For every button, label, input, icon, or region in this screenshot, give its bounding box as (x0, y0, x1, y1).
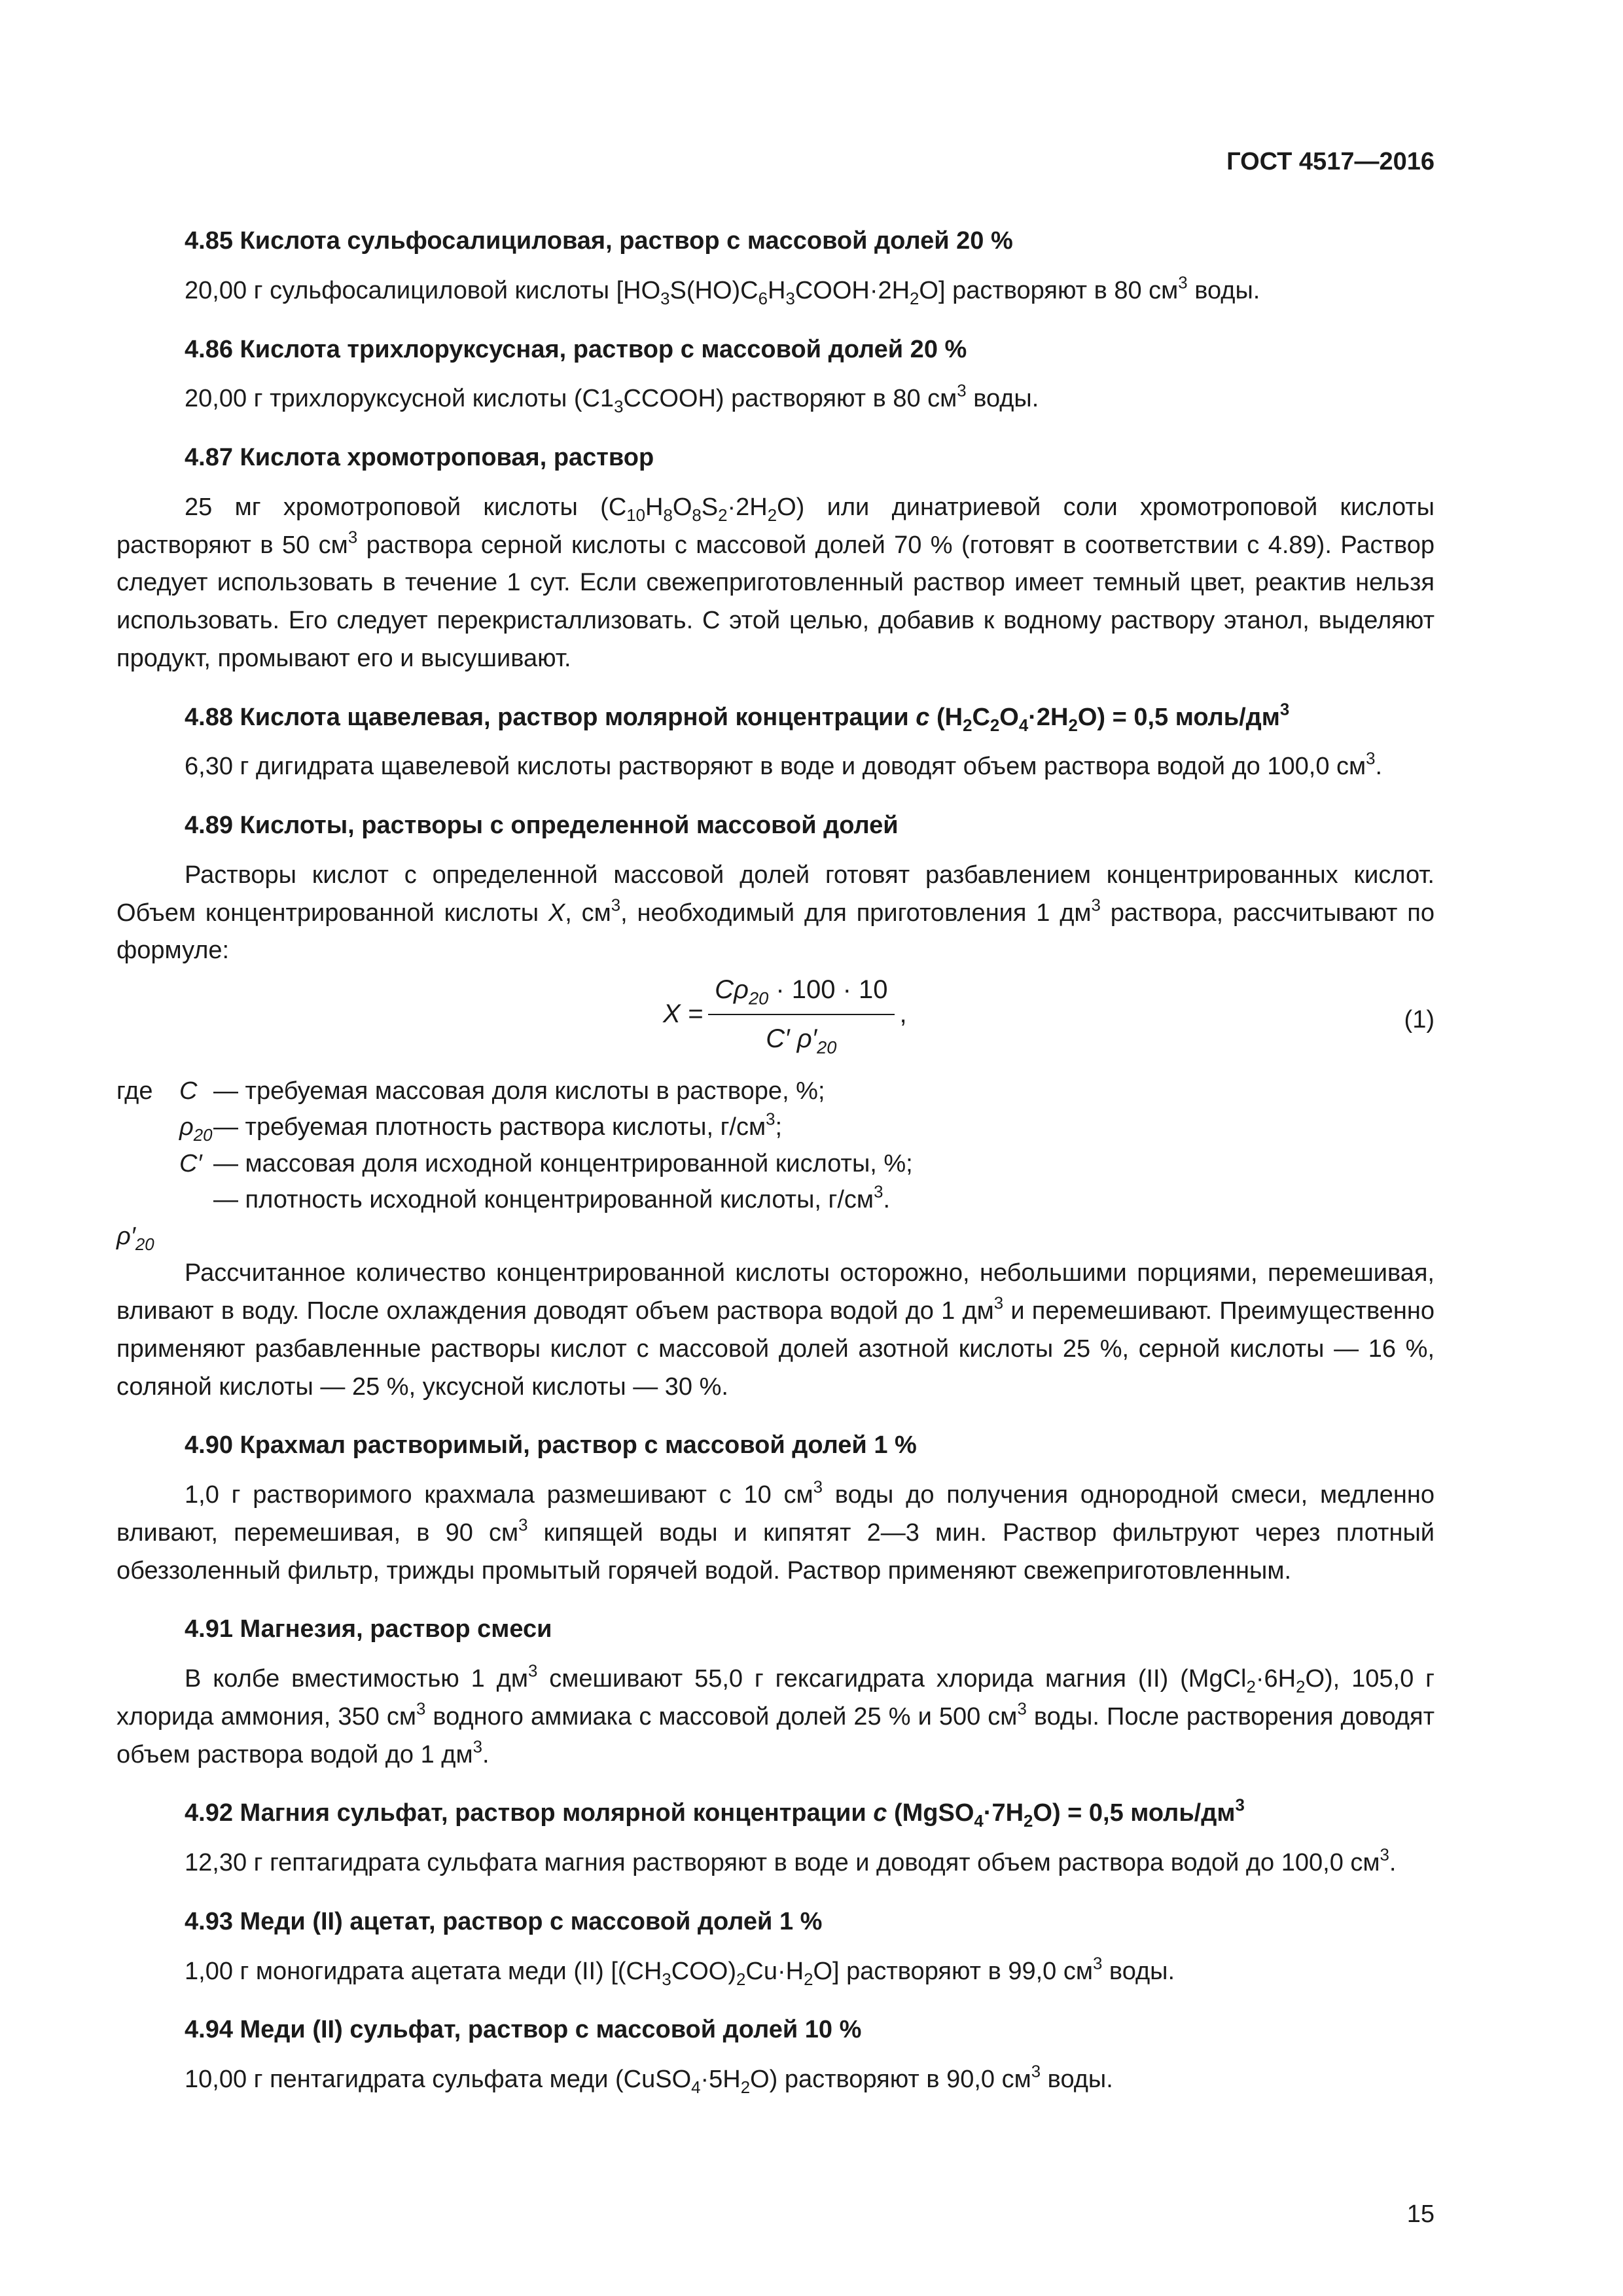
paragraph-4-91: В колбе вместимостью 1 $дм^3$ смешивают 55,0 г гексагидрата хлорида магния (II) $(MgCl_2\cdot 6H_2O)$, 105,0 г хлорида аммония, 350 $см^3$ водного аммиака с массовой долей 25 % и 500 $см^3$ воды. После растворения доводят объем раствора водой до 1 $дм^3$. (116, 1662, 1435, 1768)
page-number: 15 (1406, 2200, 1435, 2228)
section-heading-4-90: 4.90 Крахмал растворимый, раствор с массовой долей 1 % (185, 1431, 917, 1460)
legend-row-c: где C — требуемая массовая доля кислоты в растворе, %; (116, 1077, 825, 1105)
paragraph-4-93: 1,00 г моногидрата ацетата меди (II) $[(CH_3COO)_2Cu\cdot H_2O]$ растворяют в 99,0 $см^3$ воды. (185, 1954, 1175, 1989)
section-heading-4-91: 4.91 Магнезия, раствор смеси (185, 1615, 552, 1643)
paragraph-4-90: 1,0 г растворимого крахмала размешивают с 10 $см^3$ воды до получения однородной смеси, медленно вливают, перемешивая, в 90 $см^3$ кипящей воды и кипятят 2—3 мин. Раствор фильтруют через плотный обеззоленный фильтр, трижды промытый горячей водой. Раствор применяют свежеприготовленным. (116, 1478, 1435, 1585)
section-heading-4-88: 4.88 Кислота щавелевая, раствор молярной концентрации c $(H_2C_2O_4\cdot 2H_2O) = 0,5$ моль/$дм^3$ (185, 700, 1290, 735)
section-heading-4-86: 4.86 Кислота трихлоруксусная, раствор с массовой долей 20 % (185, 335, 967, 363)
paragraph-4-89-intro: Растворы кислот с определенной массовой долей готовят разбавлением концентрированных кислот. Объем концентрированной кислоты X, $см^3$, необходимый для приготовления 1 $дм^3$ раствора, рассчитывают по формуле: (116, 861, 1435, 965)
paragraph-4-85: 20,00 г сульфосалициловой кислоты $[HO_3S(HO)C_6H_3COOH\cdot 2H_2O]$ растворяют в 80 $см^3$ воды. (185, 274, 1260, 308)
section-heading-4-85: 4.85 Кислота сульфосалициловая, раствор с массовой долей 20 % (185, 227, 1013, 255)
paragraph-4-86: 20,00 г трихлоруксусной кислоты $(C1_3CCOOH)$ растворяют в 80 $см^3$ воды. (185, 382, 1039, 417)
legend-row-rho-prime: $\rho'_{20}$ — плотность исходной концентрированной кислоты, $г/см^3$. (116, 1183, 890, 1254)
section-heading-4-89: 4.89 Кислоты, растворы с определенной массовой долей (185, 812, 899, 839)
legend-row-rho: $\rho_{20}$ — требуемая плотность раствора кислоты, $г/см^3$; (179, 1110, 783, 1145)
section-heading-4-94: 4.94 Меди (II) сульфат, раствор с массовой долей 10 % (185, 2016, 862, 2044)
paragraph-4-88: 6,30 г дигидрата щавелевой кислоты растворяют в воде и доводят объем раствора водой до 100,0 $см^3$. (185, 749, 1383, 781)
legend-row-c-prime: C′ — массовая доля исходной концентрированной кислоты, %; (179, 1149, 913, 1177)
paragraph-4-89-dilution: Рассчитанное количество концентрированной кислоты осторожно, небольшими порциями, перемешивая, вливают в воду. После охлаждения доводят объем раствора водой до 1 $дм^3$ и перемешивают. Преимущественно применяют разбавленные растворы кислот с массовой долей азотной кислоты 25 %, серной кислоты — 16 %, соляной кислоты — 25 %, уксусной кислоты — 30 %. (116, 1259, 1435, 1401)
formula-comma: , (899, 999, 907, 1029)
paragraph-4-94: 10,00 г пентагидрата сульфата меди $(CuSO_4\cdot 5H_2O)$ растворяют в 90,0 $см^3$ воды. (185, 2062, 1113, 2098)
paragraph-4-92: 12,30 г гептагидрата сульфата магния растворяют в воде и доводят объем раствора водой до 100,0 $см^3$. (185, 1846, 1397, 1877)
formula-fraction (708, 970, 894, 1059)
formula-lhs: X = (663, 999, 704, 1029)
section-heading-4-87: 4.87 Кислота хромотроповая, раствор (185, 444, 654, 471)
document-header: ГОСТ 4517—2016 (1226, 148, 1435, 175)
paragraph-4-87: 25 мг хромотроповой кислоты $(C_{10}H_8O_8S_2\cdot 2H_2O)$ или динатриевой соли хромотроповой кислоты растворяют в 50 $см^3$ раствора серной кислоты с массовой долей 70 % (готовят в соответствии с 4.89). Раствор следует использовать в течение 1 сут. Если свежеприготовленный раствор имеет темный цвет, реактив нельзя использовать. Его следует перекристаллизовать. С этой целью, добавив к водному раствору этанол, выделяют продукт, промывают его и высушивают. (116, 493, 1435, 672)
formula-denominator: C′ $\rho'_{20}$ (766, 1024, 837, 1058)
formula-numerator: $C\rho_{20} \cdot 100 \cdot 10$ (708, 970, 894, 1015)
formula-expression (663, 970, 907, 1059)
section-heading-4-93: 4.93 Меди (II) ацетат, раствор с массовой долей 1 % (185, 1907, 823, 1935)
section-heading-4-92: 4.92 Магния сульфат, раствор молярной концентрации c $(MgSO_4\cdot 7H_2O) = 0,5$ моль/$дм^3$ (185, 1796, 1245, 1831)
document-body (116, 223, 1435, 2120)
formula-number: (1) (1404, 1006, 1435, 1033)
formula-legend (116, 1073, 1435, 1255)
formula-1 (116, 970, 1435, 1068)
